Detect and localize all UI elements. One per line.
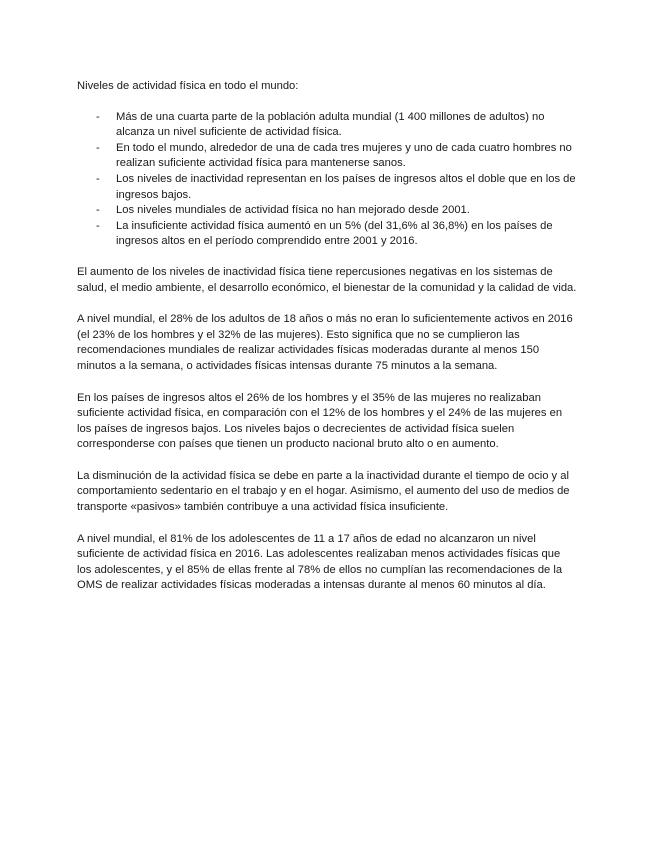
bullet-text: Los niveles mundiales de actividad física no han mejorado desde 2001.	[116, 204, 470, 217]
paragraph-global-adults: A nivel mundial, el 28% de los adultos de 18 años o más no eran lo suficientemente activos en 2016 (el 23% de los hombres y el 32% de las mujeres). Esto significa que no se cumplieron las recomendaciones mundiales de realizar actividades físicas moderadas durante al menos 150 minutos a la semana, o actividades físicas intensas durante 75 minutos a la semana.	[77, 313, 573, 372]
bullet-list	[77, 110, 577, 250]
bullet-marker: -	[96, 172, 100, 185]
bullet-marker: -	[96, 204, 100, 217]
document-page	[77, 79, 577, 610]
bullet-marker: -	[96, 219, 100, 232]
bullet-item	[77, 172, 577, 203]
bullet-text: En todo el mundo, alrededor de una de cada tres mujeres y uno de cada cuatro hombres no realizan suficiente actividad física para mantenerse sanos.	[116, 141, 572, 170]
bullet-item	[77, 110, 577, 141]
bullet-item	[77, 141, 577, 172]
paragraph-income-comparison: En los países de ingresos altos el 26% de los hombres y el 35% de las mujeres no realizaban suficiente actividad física, en comparación con el 12% de los hombres y el 24% de las mujeres en los países de ingresos bajos. Los niveles bajos o decrecientes de actividad física suelen corresponderse con países que tienen un producto nacional bruto alto o en aumento.	[77, 391, 563, 451]
bullet-item	[77, 203, 577, 219]
bullet-text: Los niveles de inactividad representan en los países de ingresos altos el doble que en los de ingresos bajos.	[116, 172, 576, 201]
paragraph-adolescents: A nivel mundial, el 81% de los adolescentes de 11 a 17 años de edad no alcanzaron un nivel suficiente de actividad física en 2016. Las adolescentes realizaban menos actividades físicas que los adolescentes, y el 85% de ellas frente al 78% de ellos no cumplían las recomendaciones de la OMS de realizar actividades físicas moderadas a intensas durante al menos 60 minutos al día.	[77, 532, 563, 592]
paragraph-causes: La disminución de la actividad física se debe en parte a la inactividad durante el tiempo de ocio y al comportamiento sedentario en el trabajo y en el hogar. Asimismo, el aumento del uso de medios de transporte «pasivos» también contribuye a una actividad física insuficiente.	[77, 469, 570, 514]
bullet-item	[77, 219, 577, 250]
bullet-marker: -	[96, 141, 100, 154]
bullet-text: Más de una cuarta parte de la población adulta mundial (1 400 millones de adultos) no alcanza un nivel suficiente de actividad física.	[116, 110, 545, 139]
bullet-text: La insuficiente actividad física aumentó en un 5% (del 31,6% al 36,8%) en los países de ingresos altos en el período comprendido entre 2001 y 2016.	[116, 219, 553, 248]
paragraph-impact: El aumento de los niveles de inactividad física tiene repercusiones negativas en los sistemas de salud, el medio ambiente, el desarrollo económico, el bienestar de la comunidad y la calidad de vida.	[77, 265, 577, 294]
bullet-marker: -	[96, 110, 100, 123]
document-heading: Niveles de actividad física en todo el mundo:	[77, 80, 299, 92]
